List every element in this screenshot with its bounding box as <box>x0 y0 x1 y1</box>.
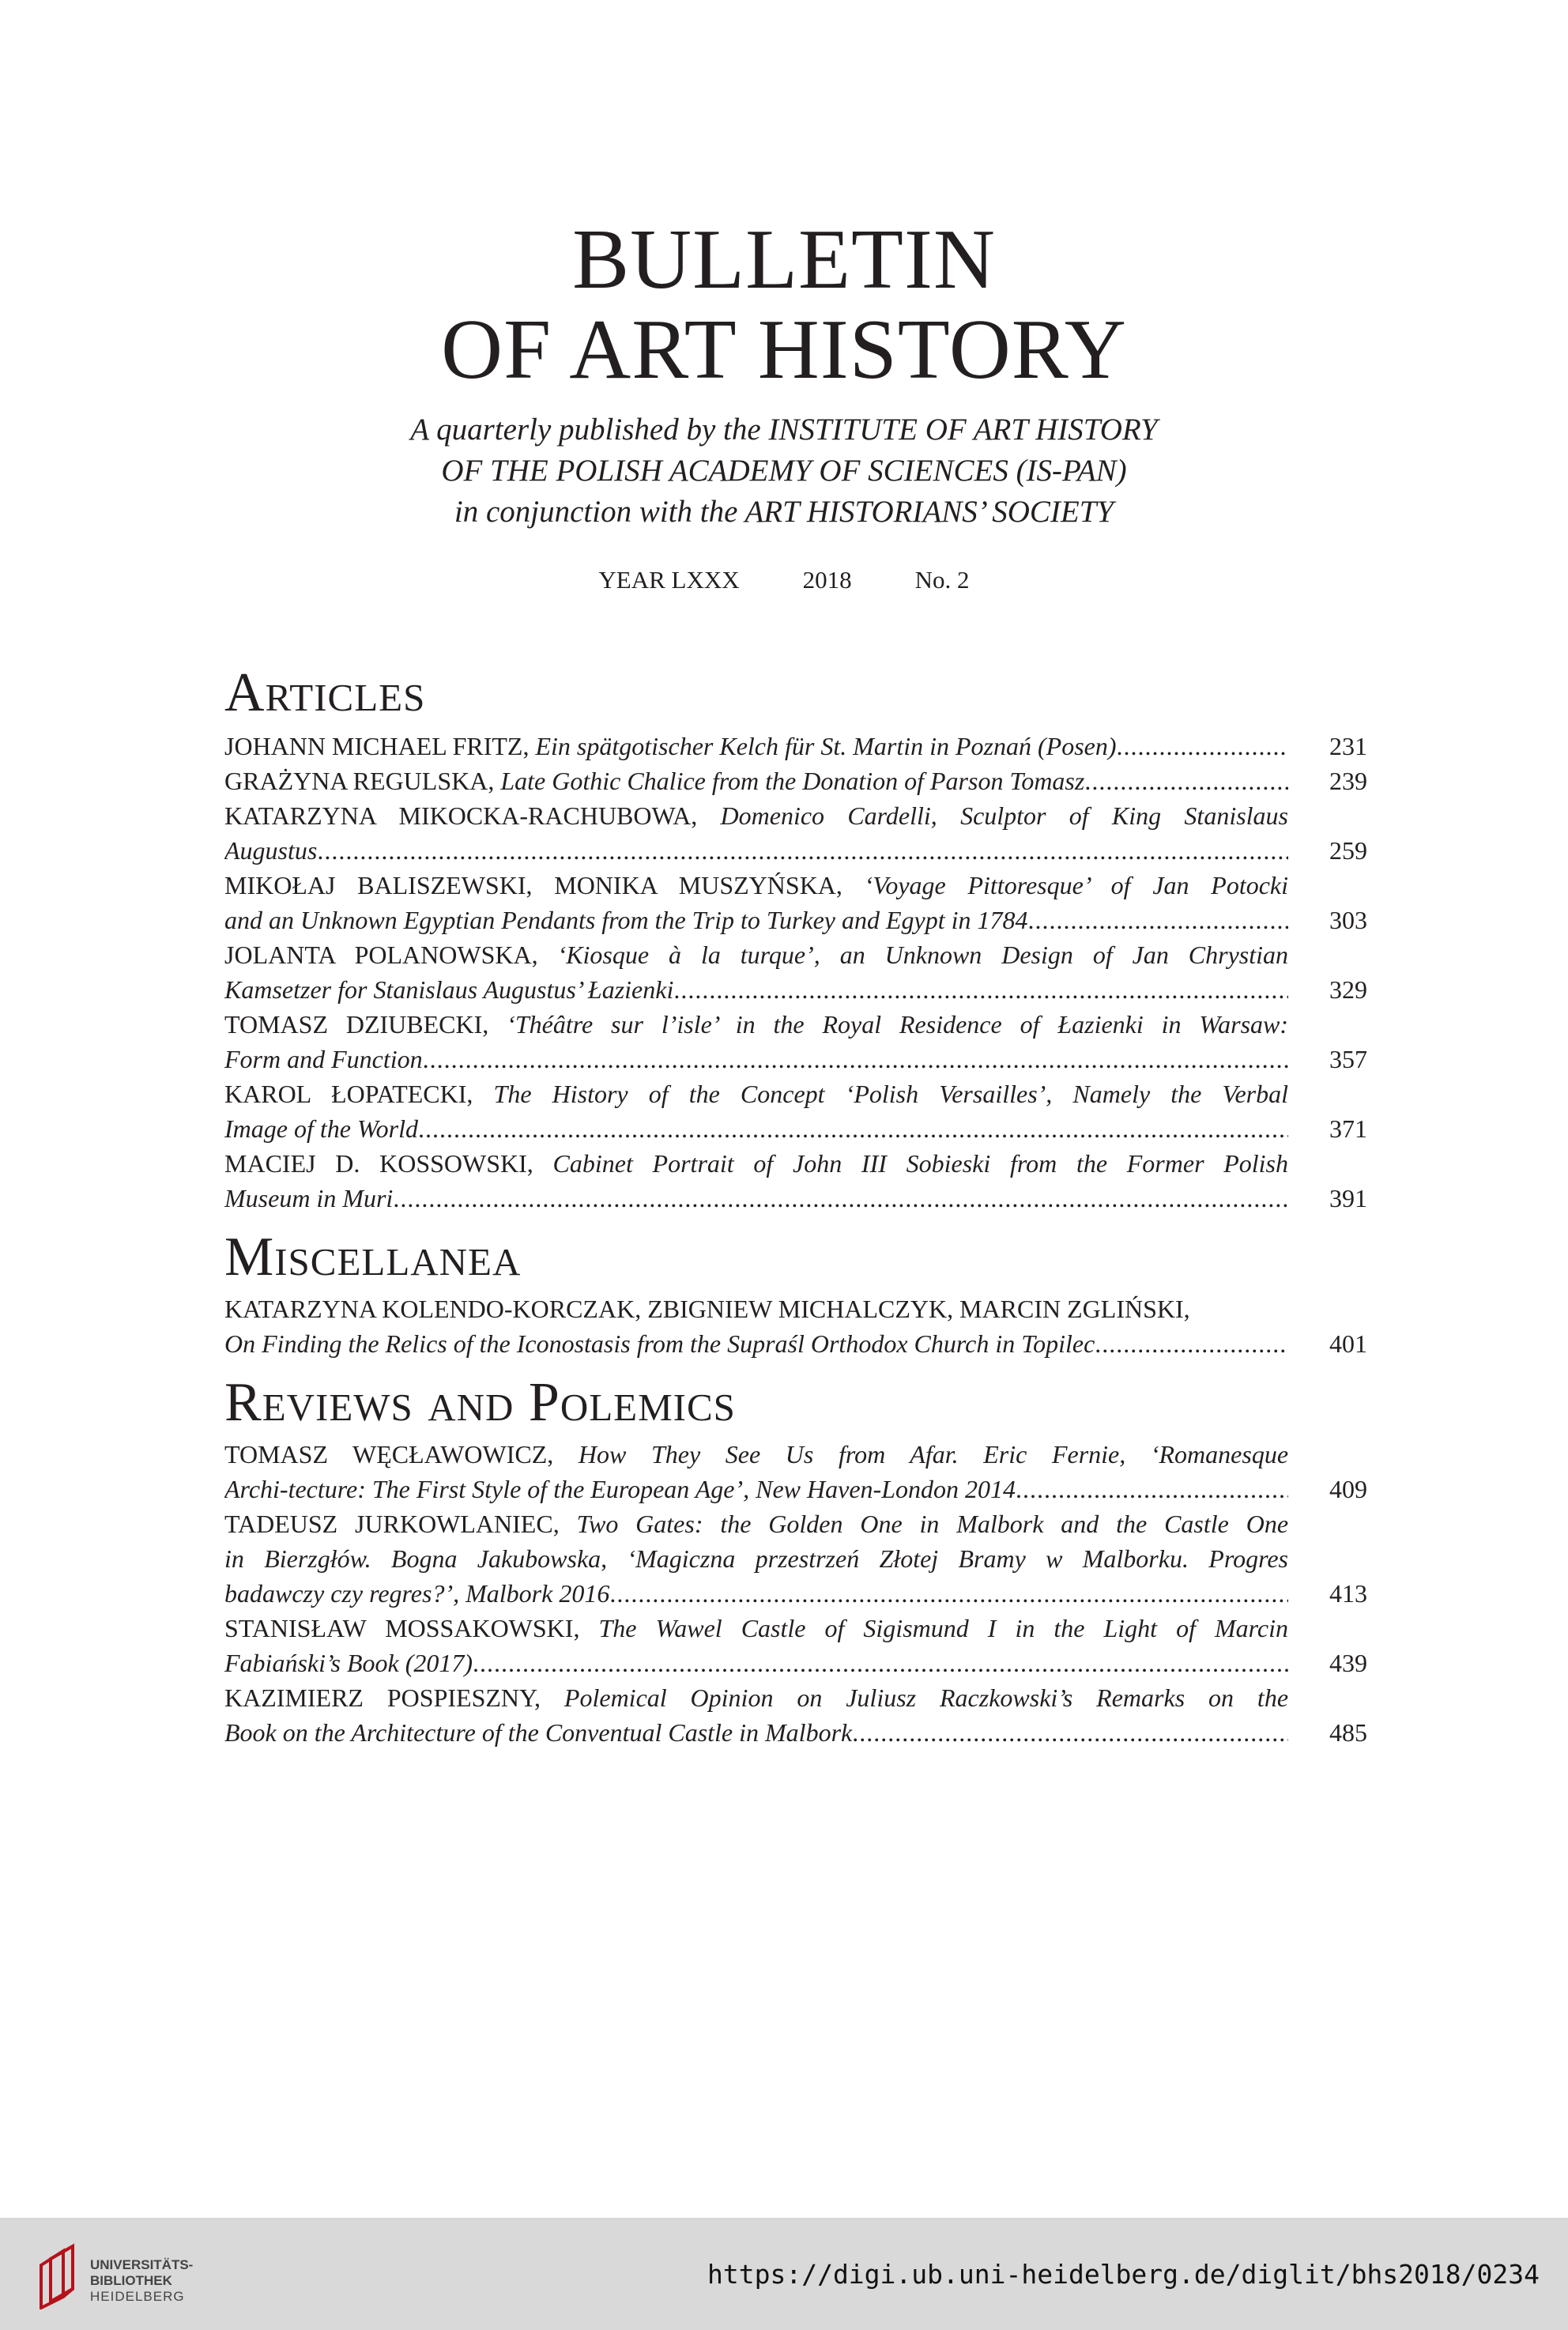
entry-title: The History of the Concept ‘Polish Versailles’, Namely the Verbal <box>493 1080 1288 1108</box>
entry-title: ‘Kiosque à la turque’, an Unknown Design of Jan Chrystian <box>557 941 1288 969</box>
library-logo-text: UNIVERSITÄTS- BIBLIOTHEK HEIDELBERG <box>90 2257 194 2304</box>
leader-dots <box>423 1042 1288 1076</box>
entry-title: Domenico Cardelli, Sculptor of King Stanislaus <box>720 801 1288 830</box>
toc-entry <box>224 868 1367 937</box>
entry-title: Kamsetzer for Stanislaus Augustus’ Łazienki <box>224 975 674 1004</box>
toc-entry <box>224 798 1367 868</box>
source-url-link[interactable]: https://digi.ub.uni-heidelberg.de/diglit/bhs2018/0234 <box>707 2259 1540 2290</box>
entry-author: GRAŻYNA REGULSKA, <box>224 767 495 795</box>
toc-entry <box>224 729 1367 763</box>
toc-entry <box>224 763 1367 798</box>
entry-author: KATARZYNA KOLENDO-KORCZAK, ZBIGNIEW MICHALCZYK, MARCIN ZGLIŃSKI, <box>224 1295 1190 1323</box>
entry-title: How They See Us from Afar. Eric Fernie, ‘Romanesque <box>578 1440 1288 1469</box>
section-title-articles: Articles <box>224 662 426 723</box>
toc-entry <box>224 1007 1367 1076</box>
toc-entry <box>224 937 1367 1007</box>
entry-title: On Finding the Relics of the Iconostasis from the Supraśl Orthodox Church in Topilec <box>224 1329 1095 1358</box>
entry-page-number: 357 <box>1329 1045 1367 1073</box>
entry-title: Form and Function <box>224 1045 423 1073</box>
toc-entry <box>224 1437 1367 1506</box>
leader-dots <box>609 1576 1288 1611</box>
leader-dots <box>1084 763 1288 798</box>
publisher-line1: A quarterly published by the INSTITUTE OF ART HISTORY <box>410 413 1158 447</box>
entry-author: KAROL ŁOPATECKI, <box>224 1080 473 1108</box>
entry-page-number: 439 <box>1329 1649 1367 1677</box>
toc-entry <box>224 1680 1367 1750</box>
entry-author: MACIEJ D. KOSSOWSKI, <box>224 1149 533 1178</box>
leader-dots <box>473 1646 1288 1680</box>
entry-title: Ein spätgotischer Kelch für St. Martin in Poznań (Posen) <box>535 732 1117 760</box>
entry-page-number: 239 <box>1329 767 1367 795</box>
entry-author: KATARZYNA MIKOCKA-RACHUBOWA, <box>224 801 698 830</box>
entry-author: TOMASZ WĘCŁAWOWICZ, <box>224 1440 554 1469</box>
entry-title: The Wawel Castle of Sigismund I in the Light of Marcin <box>598 1614 1288 1642</box>
entry-title: Augustus <box>224 836 318 865</box>
library-logo-icon <box>32 2241 89 2309</box>
entry-author: JOLANTA POLANOWSKA, <box>224 941 538 969</box>
entry-title: Book on the Architecture of the Conventual Castle in Malbork <box>224 1718 853 1747</box>
entry-title: Fabiański’s Book (2017) <box>224 1649 473 1677</box>
publisher-line3: in conjunction with the ART HISTORIANS’ SOCIETY <box>454 495 1114 529</box>
entry-title: and an Unknown Egyptian Pendants from the Trip to Turkey and Egypt in 1784 <box>224 906 1028 934</box>
toc-entry <box>224 1611 1367 1680</box>
entry-author: TOMASZ DZIUBECKI, <box>224 1010 489 1039</box>
entry-title: Two Gates: the Golden One in Malbork and the Castle One <box>576 1510 1288 1538</box>
entry-author: MIKOŁAJ BALISZEWSKI, MONIKA MUSZYŃSKA, <box>224 871 842 899</box>
toc-entry <box>224 1291 1367 1361</box>
leader-dots <box>1117 729 1288 763</box>
entry-page-number: 485 <box>1329 1718 1367 1747</box>
entry-page-number: 401 <box>1329 1329 1367 1358</box>
entry-title: in Bierzgłów. Bogna Jakubowska, ‘Magiczna przestrzeń Złotej Bramy w Malborku. Progres <box>224 1544 1288 1573</box>
leader-dots <box>418 1111 1288 1146</box>
entry-page-number: 259 <box>1329 836 1367 865</box>
leader-dots <box>317 833 1288 868</box>
entry-page-number: 371 <box>1329 1114 1367 1143</box>
journal-title-line2: OF ART HISTORY <box>441 303 1127 397</box>
entry-title: ‘Voyage Pittoresque’ of Jan Potocki <box>864 871 1288 899</box>
entry-title: Archi-tecture: The First Style of the European Age’, New Haven-London 2014 <box>224 1475 1016 1503</box>
entry-page-number: 413 <box>1329 1579 1367 1608</box>
entry-author: STANISŁAW MOSSAKOWSKI, <box>224 1614 580 1642</box>
leader-dots <box>1028 903 1288 937</box>
entry-page-number: 303 <box>1329 906 1367 934</box>
entry-page-number: 231 <box>1329 732 1367 760</box>
entry-title: Image of the World <box>224 1114 419 1143</box>
entry-title: Late Gothic Chalice from the Donation of Parson Tomasz <box>500 767 1085 795</box>
publisher-line2: OF THE POLISH ACADEMY OF SCIENCES (IS-PAN) <box>441 454 1127 488</box>
leader-dots <box>1095 1326 1288 1361</box>
entry-title: Cabinet Portrait of John III Sobieski from the Former Polish <box>552 1149 1288 1178</box>
entry-page-number: 409 <box>1329 1475 1367 1503</box>
entry-author: KAZIMIERZ POSPIESZNY, <box>224 1683 541 1712</box>
entry-title: badawczy czy regres?’, Malbork 2016 <box>224 1579 610 1608</box>
entry-title: Museum in Muri <box>224 1184 394 1212</box>
toc-entry <box>224 1506 1367 1611</box>
entry-author: JOHANN MICHAEL FRITZ, <box>224 732 530 760</box>
leader-dots <box>673 972 1288 1007</box>
toc-entry <box>224 1076 1367 1146</box>
section-title-miscellanea: Miscellanea <box>224 1227 522 1288</box>
entry-title: ‘Théâtre sur l’isle’ in the Royal Residence of Łazienki in Warsaw: <box>507 1010 1288 1039</box>
leader-dots <box>393 1181 1288 1216</box>
section-title-reviews: Reviews and Polemics <box>224 1372 736 1433</box>
issue-year: 2018 <box>802 566 852 594</box>
leader-dots <box>1016 1472 1288 1506</box>
year-label: YEAR LXXX <box>598 566 740 594</box>
leader-dots <box>852 1715 1288 1750</box>
entry-page-number: 391 <box>1329 1184 1367 1212</box>
journal-title-line1: BULLETIN <box>572 213 996 307</box>
issue-number: No. 2 <box>914 566 970 594</box>
entry-page-number: 329 <box>1329 975 1367 1004</box>
entry-title: Polemical Opinion on Juliusz Raczkowski’s Remarks on the <box>564 1683 1288 1712</box>
toc-entry <box>224 1146 1367 1216</box>
entry-author: TADEUSZ JURKOWLANIEC, <box>224 1510 560 1538</box>
library-footer-bar <box>0 2218 1568 2330</box>
issue-info <box>0 564 1568 596</box>
